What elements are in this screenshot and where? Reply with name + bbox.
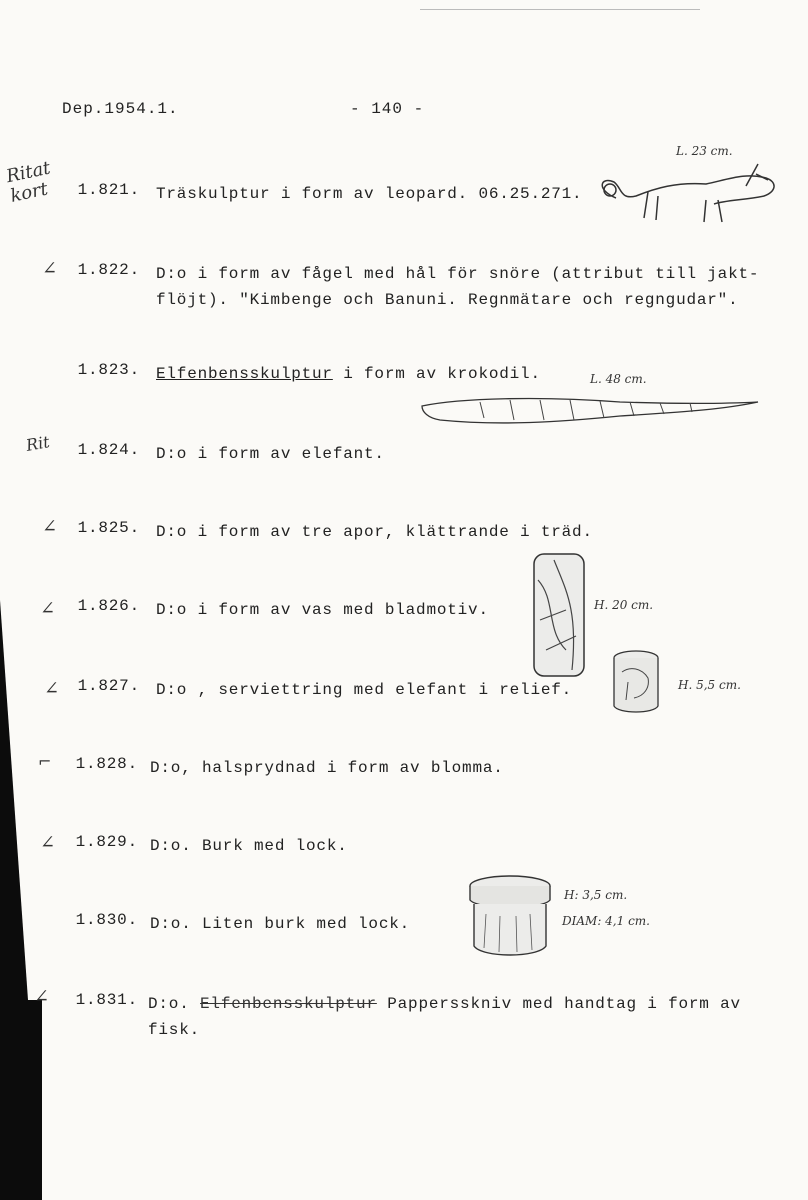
entry-number: 1.826.: [77, 597, 140, 615]
margin-check-mark: ⌐: [38, 752, 52, 771]
entry-text: D:o i form av vas med bladmotiv.: [156, 601, 489, 619]
measure-note: L. 48 cm.: [590, 372, 647, 386]
napkin-ring-sketch: [608, 648, 664, 716]
margin-check-mark: ∠: [44, 678, 60, 699]
entry-number: 1.821.: [77, 181, 140, 199]
page-number: - 140 -: [350, 100, 425, 118]
measure-note-height: H: 3,5 cm.: [564, 888, 628, 902]
entry-number: 1.824.: [77, 441, 140, 459]
margin-note-ritat: Rit: [24, 432, 52, 455]
scan-edge-shadow-fill: [0, 1000, 42, 1200]
document-reference: Dep.1954.1.: [62, 100, 179, 118]
entry-text: D:o. Burk med lock.: [150, 837, 348, 855]
entry-text: [148, 991, 778, 1043]
margin-check-mark: ∠: [40, 832, 56, 853]
margin-check-mark: ∠: [40, 598, 56, 619]
entry-text: D:o , serviettring med elefant i relief.: [156, 681, 573, 699]
crocodile-sketch: [420, 392, 760, 432]
scan-line: [420, 9, 700, 10]
entry-prefix: D:o.: [148, 995, 190, 1013]
margin-check-mark: ∠: [42, 516, 58, 537]
measure-note-diameter: DIAM: 4,1 cm.: [562, 914, 650, 928]
measure-note: H. 20 cm.: [594, 598, 654, 612]
margin-check-mark: ∠: [42, 258, 58, 279]
entry-text-rest: Pappersskniv med handtag i form av fisk.: [148, 995, 741, 1039]
entry-text: D:o i form av fågel med hål för snöre (attribut till jakt-flöjt). "Kimbenge och Banuni. Regnmätare och regngudar".: [156, 265, 760, 309]
entry-text: D:o. Liten burk med lock.: [150, 915, 411, 933]
entry-number: 1.831.: [75, 991, 138, 1009]
entry-number: 1.822.: [77, 261, 140, 279]
entry-text: D:o i form av elefant.: [156, 445, 385, 463]
entry-number: 1.827.: [77, 677, 140, 695]
margin-note-ritat-kort: Ritat kort: [4, 157, 53, 207]
entry-number: 1.823.: [77, 361, 140, 379]
leopard-sketch: [596, 160, 780, 230]
struck-out-text: Elfenbensskulptur: [200, 995, 377, 1013]
entry-text: Träskulptur i form av leopard. 06.25.271.: [156, 185, 583, 203]
entry-text-rest: i form av krokodil.: [332, 365, 541, 383]
entry-number: 1.829.: [75, 833, 138, 851]
entry-number: 1.825.: [77, 519, 140, 537]
lidded-box-sketch: [466, 874, 556, 960]
entry-text: [156, 361, 786, 387]
entry-number: 1.830.: [75, 911, 138, 929]
entry-number: 1.828.: [75, 755, 138, 773]
measure-note: H. 5,5 cm.: [678, 678, 741, 692]
margin-check-mark: ∠: [34, 986, 50, 1007]
entry-text: D:o i form av tre apor, klättrande i träd.: [156, 523, 593, 541]
entry-text: D:o, halsprydnad i form av blomma.: [150, 759, 504, 777]
measure-note: L. 23 cm.: [676, 144, 733, 158]
underlined-term: Elfenbensskulptur: [156, 365, 333, 383]
vase-sketch: [526, 550, 592, 680]
